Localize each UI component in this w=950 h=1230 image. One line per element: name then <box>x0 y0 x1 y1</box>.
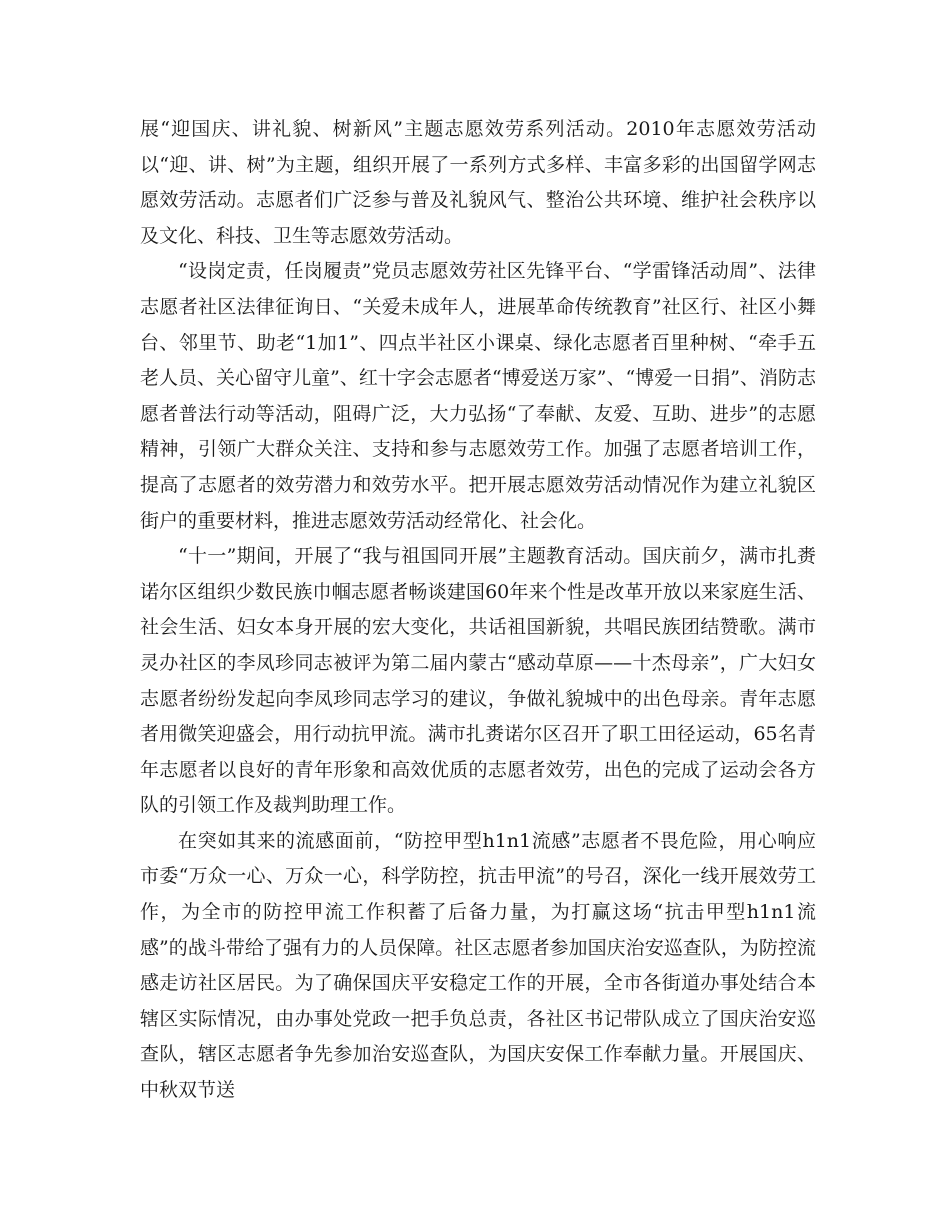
paragraph: 在突如其来的流感面前，“防控甲型h1n1流感”志愿者不畏危险，用心响应市委“万众一心、万众一心，科学防控，抗击甲流”的号召，深化一线开展效劳工作，为全市的防控甲流工作积蓄了后备力量，为打赢这场“抗击甲型h1n1流感”的战斗带给了强有力的人员保障。社区志愿者参加国庆治安巡查队，为防控流感走访社区居民。为了确保国庆平安稳定工作的开展，全市各街道办事处结合本辖区实际情况，由办事处党政一把手负总责，各社区书记带队成立了国庆治安巡查队，辖区志愿者争先参加治安巡查队，为国庆安保工作奉献力量。开展国庆、中秋双节送 <box>140 829 816 1102</box>
paragraph: 展“迎国庆、讲礼貌、树新风”主题志愿效劳系列活动。2010年志愿效劳活动以“迎、讲、树”为主题，组织开展了一系列方式多样、丰富多彩的出国留学网志愿效劳活动。志愿者们广泛参与普及礼貌风气、整治公共环境、维护社会秩序以及文化、科技、卫生等志愿效劳活动。 <box>140 118 816 247</box>
document-body <box>140 112 816 1109</box>
paragraph: “设岗定责，任岗履责”党员志愿效劳社区先锋平台、“学雷锋活动周”、法律志愿者社区法律征询日、“关爱未成年人，进展革命传统教育”社区行、社区小舞台、邻里节、助老“1加1”、四点半社区小课桌、绿化志愿者百里种树、“牵手五老人员、关心留守儿童”、红十字会志愿者“博爱送万家”、“博爱一日捐”、消防志愿者普法行动等活动，阻碍广泛，大力弘扬“了奉献、友爱、互助、进步”的志愿精神，引领广大群众关注、支持和参与志愿效劳工作。加强了志愿者培训工作，提高了志愿者的效劳潜力和效劳水平。把开展志愿效劳活动情况作为建立礼貌区街户的重要材料，推进志愿效劳活动经常化、社会化。 <box>140 260 816 532</box>
paragraph: “十一”期间，开展了“我与祖国同开展”主题教育活动。国庆前夕，满市扎赉诺尔区组织少数民族巾帼志愿者畅谈建国60年来个性是改革开放以来家庭生活、社会生活、妇女本身开展的宏大变化，共话祖国新貌，共唱民族团结赞歌。满市灵办社区的李凤珍同志被评为第二届内蒙古“感动草原——十杰母亲”，广大妇女志愿者纷纷发起向李凤珍同志学习的建议，争做礼貌城中的出色母亲。青年志愿者用微笑迎盛会，用行动抗甲流。满市扎赉诺尔区召开了职工田径运动，65名青年志愿者以良好的青年形象和高效优质的志愿者效劳，出色的完成了运动会各方队的引领工作及裁判助理工作。 <box>140 545 816 817</box>
